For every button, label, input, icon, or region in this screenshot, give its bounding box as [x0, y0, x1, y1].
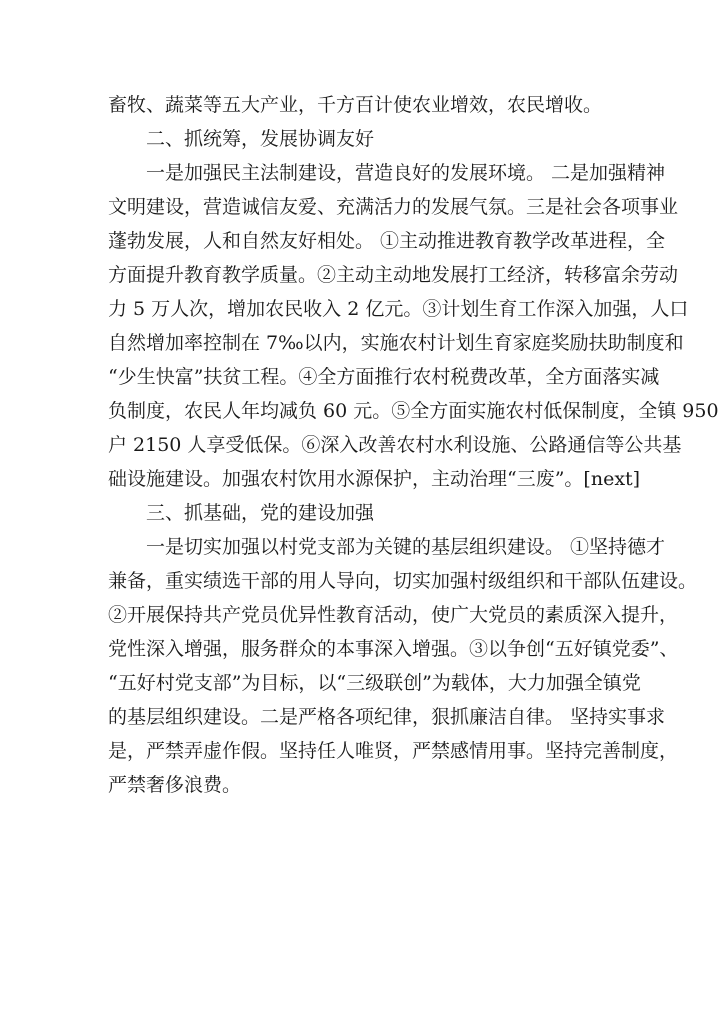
- paragraph-line: 党性深入增强，服务群众的本事深入增强。③以争创“五好镇党委”、: [108, 638, 679, 660]
- paragraph-line: 方面提升教育教学质量。②主动主动地发展打工经济，转移富余劳动: [108, 264, 679, 286]
- paragraph-line: ②开展保持共产党员优异性教育活动，使广大党员的素质深入提升，: [108, 604, 679, 626]
- paragraph-line: 负制度，农民人年均减负 60 元。⑤全方面实施农村低保制度，全镇 950: [108, 400, 719, 422]
- paragraph-line: 畜牧、蔬菜等五大产业，千方百计使农业增效，农民增收。: [108, 94, 603, 116]
- paragraph-line: 蓬勃发展，人和自然友好相处。 ①主动推进教育教学改革进程，全: [108, 230, 666, 252]
- paragraph-line: 的基层组织建设。二是严格各项纪律，狠抓廉洁自律。 坚持实事求: [108, 706, 666, 728]
- body-text: [108, 88, 719, 802]
- paragraph-line: 础设施建设。加强农村饮用水源保护，主动治理“三废”。[next]: [108, 468, 641, 490]
- paragraph-line: 户 2150 人享受低保。⑥深入改善农村水利设施、公路通信等公共基: [108, 434, 682, 456]
- paragraph-line: “少生快富”扶贫工程。④全方面推行农村税费改革，全方面落实减: [108, 366, 660, 388]
- paragraph-line: 一是切实加强以村党支部为关键的基层组织建设。 ①坚持德才: [146, 536, 666, 558]
- paragraph-line: 文明建设，营造诚信友爱、充满活力的发展气氛。三是社会各项事业: [108, 196, 679, 218]
- paragraph-line: “五好村党支部”为目标，以“三级联创”为载体，大力加强全镇党: [108, 672, 641, 694]
- paragraph-line: 是，严禁弄虚作假。坚持任人唯贤，严禁感情用事。坚持完善制度，: [108, 740, 679, 762]
- paragraph-line: 力 5 万人次，增加农民收入 2 亿元。③计划生育工作深入加强，人口: [108, 298, 689, 320]
- paragraph-line: 严禁奢侈浪费。: [108, 774, 242, 796]
- paragraph-line: 兼备，重实绩选干部的用人导向，切实加强村级组织和干部队伍建设。: [108, 570, 698, 592]
- section-heading: 二、抓统筹，发展协调友好: [146, 128, 375, 150]
- paragraph-line: 一是加强民主法制建设，营造良好的发展环境。 二是加强精神: [146, 162, 666, 184]
- section-heading: 三、抓基础，党的建设加强: [146, 502, 375, 524]
- paragraph-line: 自然增加率控制在 7‰以内，实施农村计划生育家庭奖励扶助制度和: [108, 332, 684, 354]
